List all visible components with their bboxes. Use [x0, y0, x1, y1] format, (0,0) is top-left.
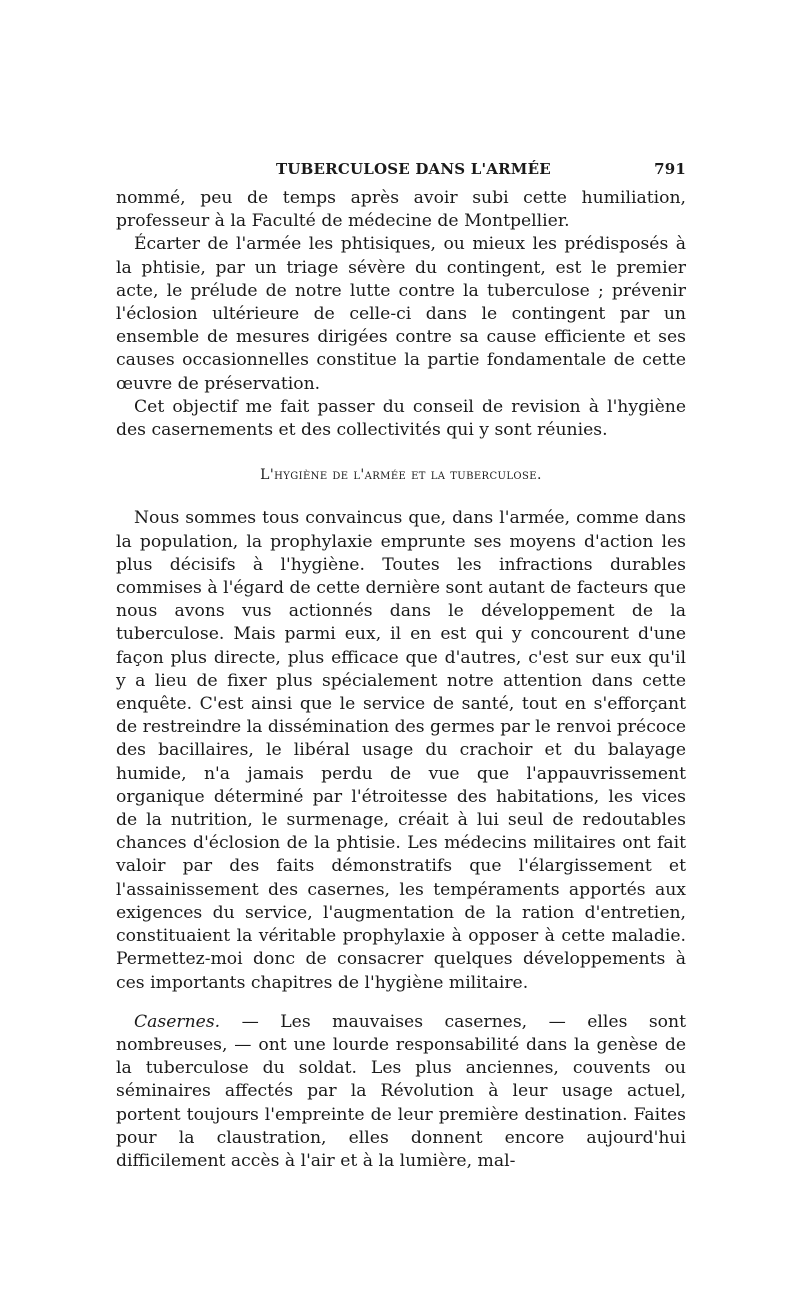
paragraph-spacer — [116, 995, 686, 1011]
section-heading: L'hygiène de l'armée et la tuberculose. — [260, 467, 542, 484]
paragraph-casernes — [116, 1011, 686, 1173]
running-head: TUBERCULOSE DANS L'ARMÉE — [276, 160, 551, 178]
page-number: 791 — [654, 160, 686, 178]
paragraph-hygiene: Nous sommes tous convaincus que, dans l'armée, comme dans la population, la prophylaxie emprunte ses moyens d'action les plus décisifs à l'hygiène. Toutes les infractions durables commises à l'égard de cette dernière sont autant de facteurs que nous avons vus actionnés dans le développement de la tuberculose. Mais parmi eux, il en est qui y concourent d'une façon plus directe, plus efficace que d'autres, c'est sur eux qu'il y a lieu de fixer plus spécialement notre attention dans cette enquête. C'est ainsi que le service de santé, tout en s'efforçant de restreindre la dissémination des germes par le renvoi précoce des bacillaires, le libéral usage du crachoir et du balayage humide, n'a jamais perdu de vue que l'appauvrissement organique déterminé par l'étroitesse des habitations, les vices de la nutrition, le surmenage, créait à lui seul de redoutables chances d'éclosion de la phtisie. Les médecins militaires ont fait valoir par des faits démonstratifs que l'élargissement et l'assainissement des casernes, les tempéraments apportés aux exigences du service, l'augmentation de la ration d'entretien, constituaient la véritable prophylaxie à opposer à cette maladie. Permettez-moi donc de consacrer quelques développements à ces importants chapitres de l'hygiène militaire. — [116, 508, 686, 993]
paragraph-objectif: Cet objectif me fait passer du conseil de revision à l'hygiène des casernements et des collectivités qui y sont réunies. — [116, 396, 686, 441]
paragraph-continuation: nommé, peu de temps après avoir subi cette humiliation, professeur à la Faculté de médecine de Montpellier. — [116, 188, 686, 232]
casernes-lead: Casernes. — [134, 1011, 221, 1032]
paragraph-ecarter: Écarter de l'armée les phtisiques, ou mieux les prédisposés à la phtisie, par un triage sévère du contingent, est le premier acte, le prélude de notre lutte contre la tuberculose ; prévenir l'éclosion ultérieure de celle-ci dans le contingent par un ensemble de mesures dirigées contre sa cause efficiente et ses causes occasionnelles constitue la partie fondamentale de cette œuvre de préservation. — [116, 234, 686, 394]
body-text — [116, 187, 686, 1173]
casernes-text: — Les mauvaises casernes, — elles sont nombreuses, — ont une lourde responsabilité dans la genèse de la tuberculose du soldat. Les plus anciennes, couvents ou séminaires affectés par la Révolution à leur usage actuel, portent toujours l'empreinte de leur première destination. Faites pour la claustration, elles donnent encore aujourd'hui difficilement accès à l'air et à la lumière, mal- — [116, 1011, 686, 1171]
